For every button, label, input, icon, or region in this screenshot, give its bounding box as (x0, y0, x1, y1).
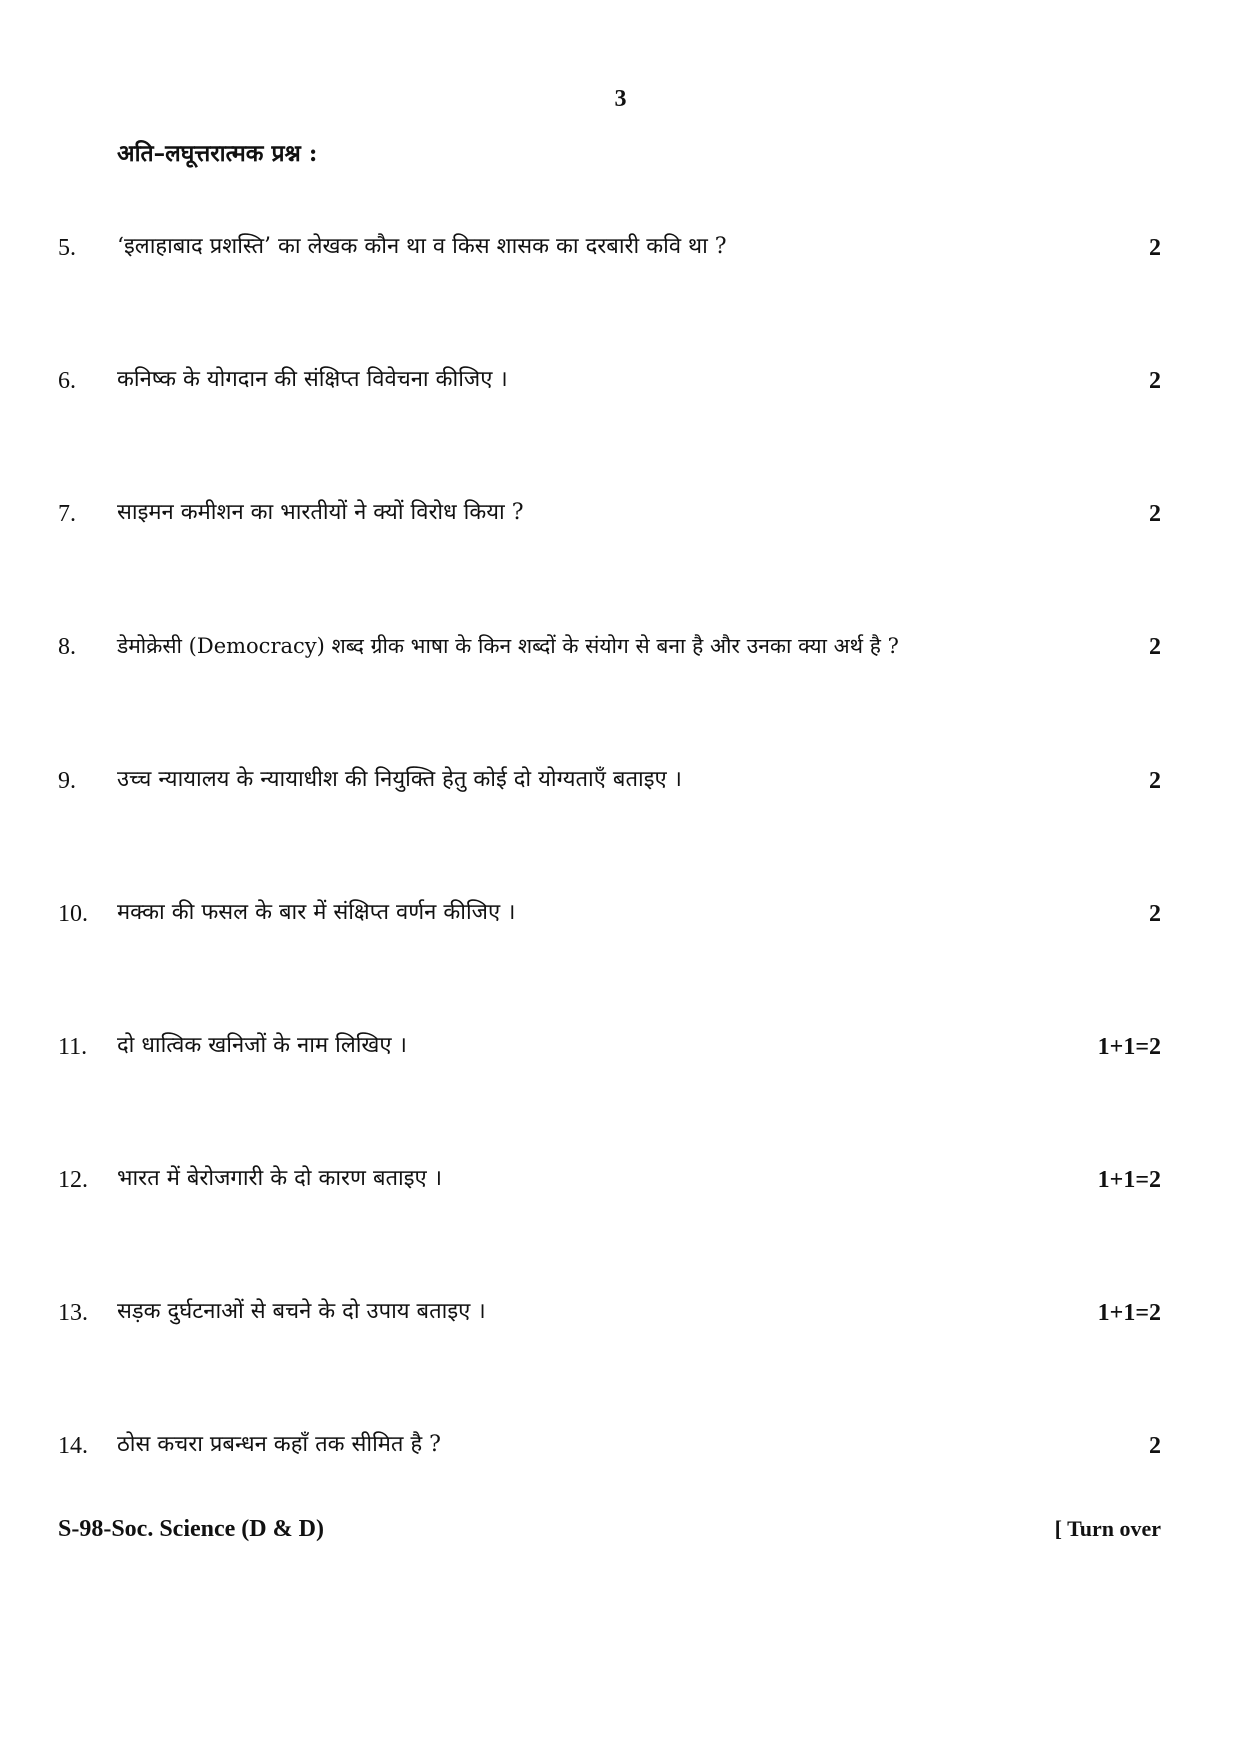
question-text: उच्च न्यायालय के न्यायाधीश की नियुक्ति हेतु कोई दो योग्यताएँ बताइए । (117, 767, 683, 792)
paper-code: S-98-Soc. Science (D & D) (58, 1516, 324, 1542)
page-footer (0, 1514, 1241, 1550)
question-marks: 2 (1149, 368, 1161, 394)
question-number: 7. (58, 501, 76, 527)
question-marks: 1+1=2 (1097, 1167, 1161, 1193)
question-number: 9. (58, 768, 76, 794)
question-item (0, 627, 1241, 667)
question-marks: 1+1=2 (1097, 1034, 1161, 1060)
question-number: 10. (58, 901, 88, 927)
question-marks: 1+1=2 (1097, 1300, 1161, 1326)
question-number: 12. (58, 1167, 88, 1193)
question-marks: 2 (1149, 501, 1161, 527)
question-text: ठोस कचरा प्रबन्धन कहाँ तक सीमित है ? (117, 1432, 441, 1457)
section-heading: अति–लघूत्तरात्मक प्रश्न : (117, 140, 318, 167)
question-number: 13. (58, 1300, 88, 1326)
question-text: दो धात्विक खनिजों के नाम लिखिए । (117, 1033, 407, 1058)
question-marks: 2 (1149, 768, 1161, 794)
question-text: सड़क दुर्घटनाओं से बचने के दो उपाय बताइए । (117, 1299, 486, 1324)
page-number: 3 (614, 86, 627, 112)
question-number: 8. (58, 634, 76, 660)
question-text: भारत में बेरोजगारी के दो कारण बताइए । (117, 1166, 443, 1191)
question-marks: 2 (1149, 634, 1161, 660)
question-item (0, 1426, 1241, 1466)
question-item (0, 361, 1241, 401)
question-marks: 2 (1149, 901, 1161, 927)
question-text: कनिष्क के योगदान की संक्षिप्त विवेचना कीजिए । (117, 367, 508, 392)
question-text: साइमन कमीशन का भारतीयों ने क्यों विरोध किया ? (117, 500, 524, 525)
question-text: ‘इलाहाबाद प्रशस्ति’ का लेखक कौन था व किस शासक का दरबारी कवि था ? (117, 234, 727, 259)
question-marks: 2 (1149, 235, 1161, 261)
question-item (0, 1160, 1241, 1200)
question-number: 14. (58, 1433, 88, 1459)
question-text: डेमोक्रेसी (Democracy) शब्द ग्रीक भाषा के किन शब्दों के संयोग से बना है और उनका क्या अर्थ है ? (117, 634, 899, 658)
question-text: मक्का की फसल के बार में संक्षिप्त वर्णन कीजिए । (117, 900, 516, 925)
question-item (0, 761, 1241, 801)
question-number: 11. (58, 1034, 88, 1060)
question-item (0, 1027, 1241, 1067)
question-marks: 2 (1149, 1433, 1161, 1459)
question-number: 5. (58, 235, 76, 261)
question-item (0, 228, 1241, 268)
question-item (0, 494, 1241, 534)
turn-over-label: [ Turn over (1054, 1516, 1161, 1541)
question-item (0, 1293, 1241, 1333)
question-item (0, 894, 1241, 934)
question-number: 6. (58, 368, 76, 394)
